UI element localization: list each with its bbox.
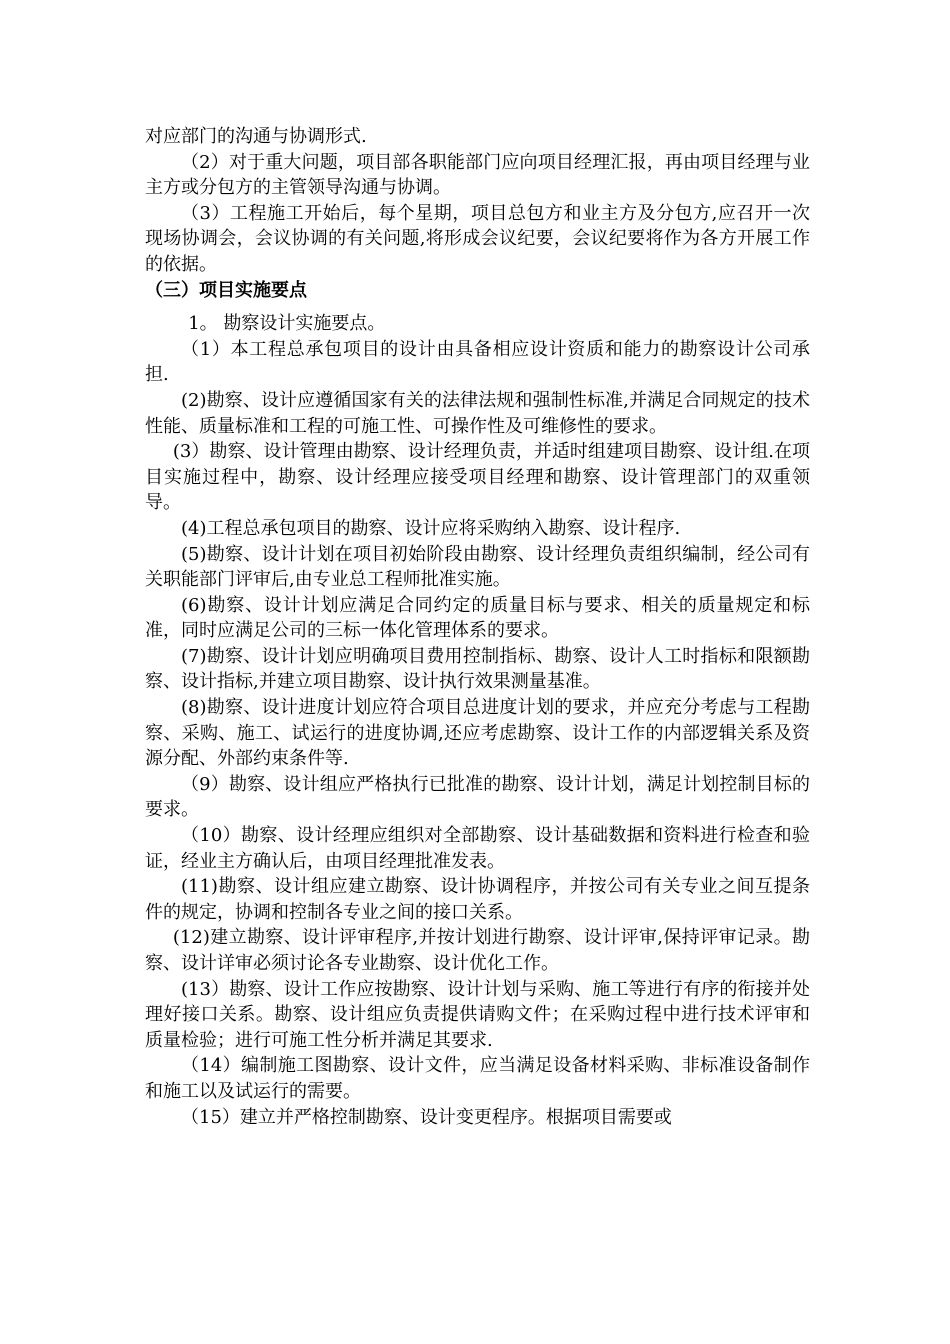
list-item-6: (6)勘察、设计计划应满足合同约定的质量目标与要求、相关的质量规定和标准，同时应满足公司的三标一体化管理体系的要求。 bbox=[145, 594, 810, 642]
list-item-3: (3）勘察、设计管理由勘察、设计经理负责，并适时组建项目勘察、设计组.在项目实施过程中，勘察、设计经理应接受项目经理和勘察、设计管理部门的双重领导。 bbox=[145, 441, 810, 514]
list-item-10: （10）勘察、设计经理应组织对全部勘察、设计基础数据和资料进行检查和验证，经业主方确认后，由项目经理批准发表。 bbox=[145, 825, 810, 872]
paragraph-item-2: （2）对于重大问题，项目部各职能部门应向项目经理汇报，再由项目经理与业主方或分包方的主管领导沟通与协调。 bbox=[145, 151, 810, 199]
document-body bbox=[145, 124, 810, 1130]
list-item-8: (8)勘察、设计进度计划应符合项目总进度计划的要求，并应充分考虑与工程勘察、采购、施工、试运行的进度协调,还应考虑勘察、设计工作的内部逻辑关系及资源分配、外部约束条件等. bbox=[145, 697, 810, 770]
list-item-5: (5)勘察、设计计划在项目初始阶段由勘察、设计经理负责组织编制，经公司有关职能部门评审后,由专业总工程师批准实施。 bbox=[145, 543, 810, 591]
list-item-11: (11)勘察、设计组应建立勘察、设计协调程序，并按公司有关专业之间互提条件的规定，协调和控制各专业之间的接口关系。 bbox=[145, 876, 810, 923]
paragraph-continuation: 对应部门的沟通与协调形式. bbox=[145, 126, 367, 147]
list-item-2: (2)勘察、设计应遵循国家有关的法律法规和强制性标准,并满足合同规定的技术性能、质量标准和工程的可施工性、可操作性及可维修性的要求。 bbox=[145, 389, 810, 437]
list-item-1: （1）本工程总承包项目的设计由具备相应设计资质和能力的勘察设计公司承担. bbox=[145, 338, 810, 386]
list-item-7: (7)勘察、设计计划应明确项目费用控制指标、勘察、设计人工时指标和限额勘察、设计指标,并建立项目勘察、设计执行效果测量基准。 bbox=[145, 645, 810, 693]
list-item-12: (12)建立勘察、设计评审程序,并按计划进行勘察、设计评审,保持评审记录。勘察、设计详审必须讨论各专业勘察、设计优化工作。 bbox=[145, 927, 810, 974]
list-item-14: （14）编制施工图勘察、设计文件，应当满足设备材料采购、非标准设备制作和施工以及试运行的需要。 bbox=[145, 1055, 810, 1102]
list-item-4: (4)工程总承包项目的勘察、设计应将采购纳入勘察、设计程序. bbox=[181, 517, 681, 539]
section-heading: （三）项目实施要点 bbox=[145, 279, 307, 301]
list-item-15: （15）建立并严格控制勘察、设计变更程序。根据项目需要或 bbox=[181, 1106, 672, 1128]
list-item-13: (13）勘察、设计工作应按勘察、设计计划与采购、施工等进行有序的衔接并处理好接口关系。勘察、设计组应负责提供请购文件；在采购过程中进行技术评审和质量检验；进行可施工性分析并满足其要求. bbox=[145, 978, 810, 1051]
paragraph-item-3: （3）工程施工开始后，每个星期，项目总包方和业主方及分包方,应召开一次现场协调会，会议协调的有关问题,将形成会议纪要，会议纪要将作为各方开展工作的依据。 bbox=[145, 202, 810, 275]
list-item-9: （9）勘察、设计组应严格执行已批准的勘察、设计计划，满足计划控制目标的要求。 bbox=[145, 773, 810, 821]
list-item-title: 1。 勘察设计实施要点。 bbox=[188, 313, 386, 335]
